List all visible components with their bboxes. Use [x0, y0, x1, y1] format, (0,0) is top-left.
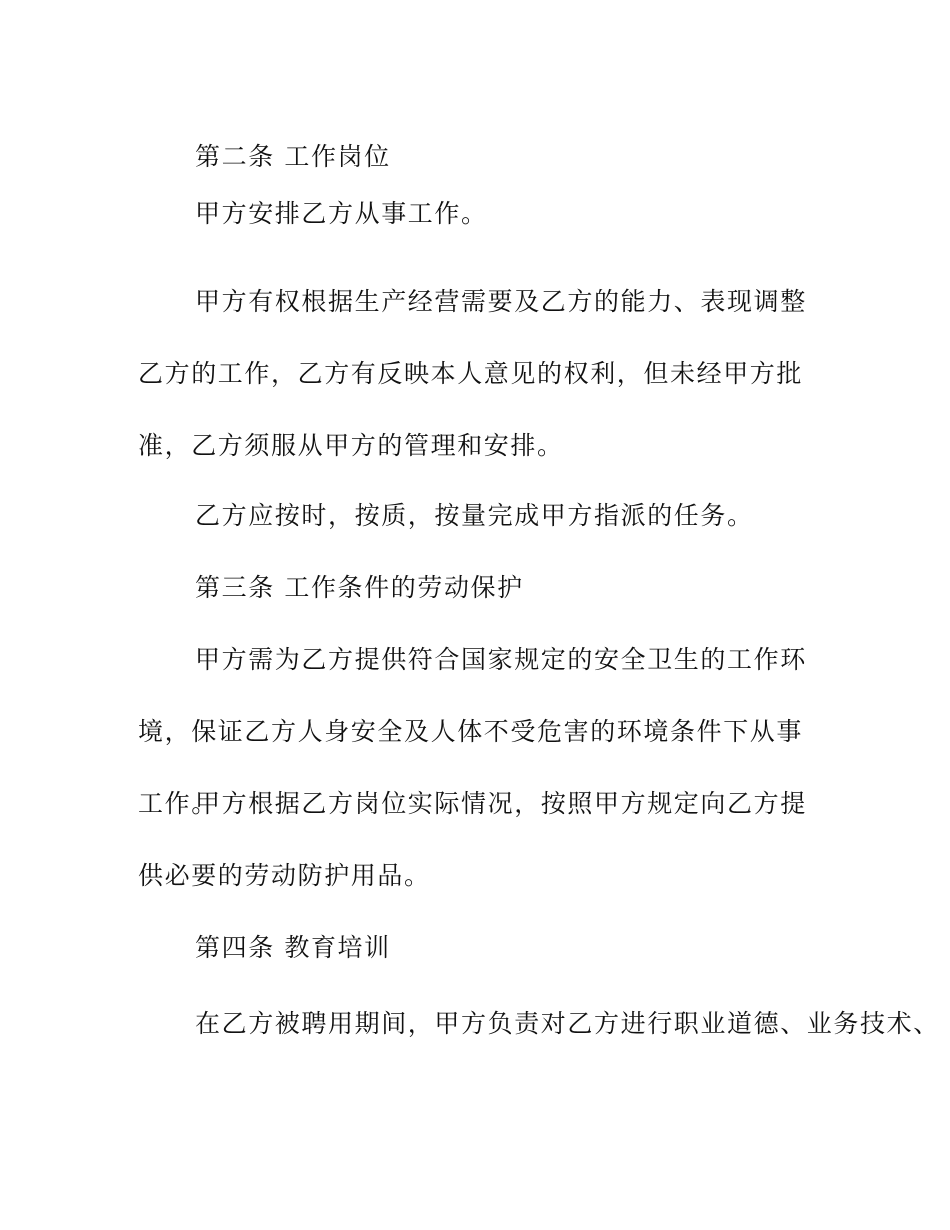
paragraph: 在乙方被聘用期间，甲方负责对乙方进行职业道德、业务技术、: [195, 1009, 940, 1038]
paragraph: 甲方需为乙方提供符合国家规定的安全卫生的工作环境，保证乙方人身安全及人体不受危害的环境条件下从事工作。: [138, 645, 807, 818]
section-heading-article-2: 第二条 工作岗位: [195, 142, 391, 171]
paragraph: 乙方应按时，按质，按量完成甲方指派的任务。: [195, 501, 754, 530]
paragraph: 甲方有权根据生产经营需要及乙方的能力、表现调整乙方的工作，乙方有反映本人意见的权利，但未经甲方批准，乙方须服从甲方的管理和安排。: [138, 287, 807, 460]
section-heading-article-3: 第三条 工作条件的劳动保护: [195, 573, 524, 602]
paragraph: 甲方安排乙方从事工作。: [195, 199, 488, 228]
section-heading-article-4: 第四条 教育培训: [195, 933, 391, 962]
paragraph: 甲方根据乙方岗位实际情况，按照甲方规定向乙方提供必要的劳动防护用品。: [138, 789, 807, 890]
